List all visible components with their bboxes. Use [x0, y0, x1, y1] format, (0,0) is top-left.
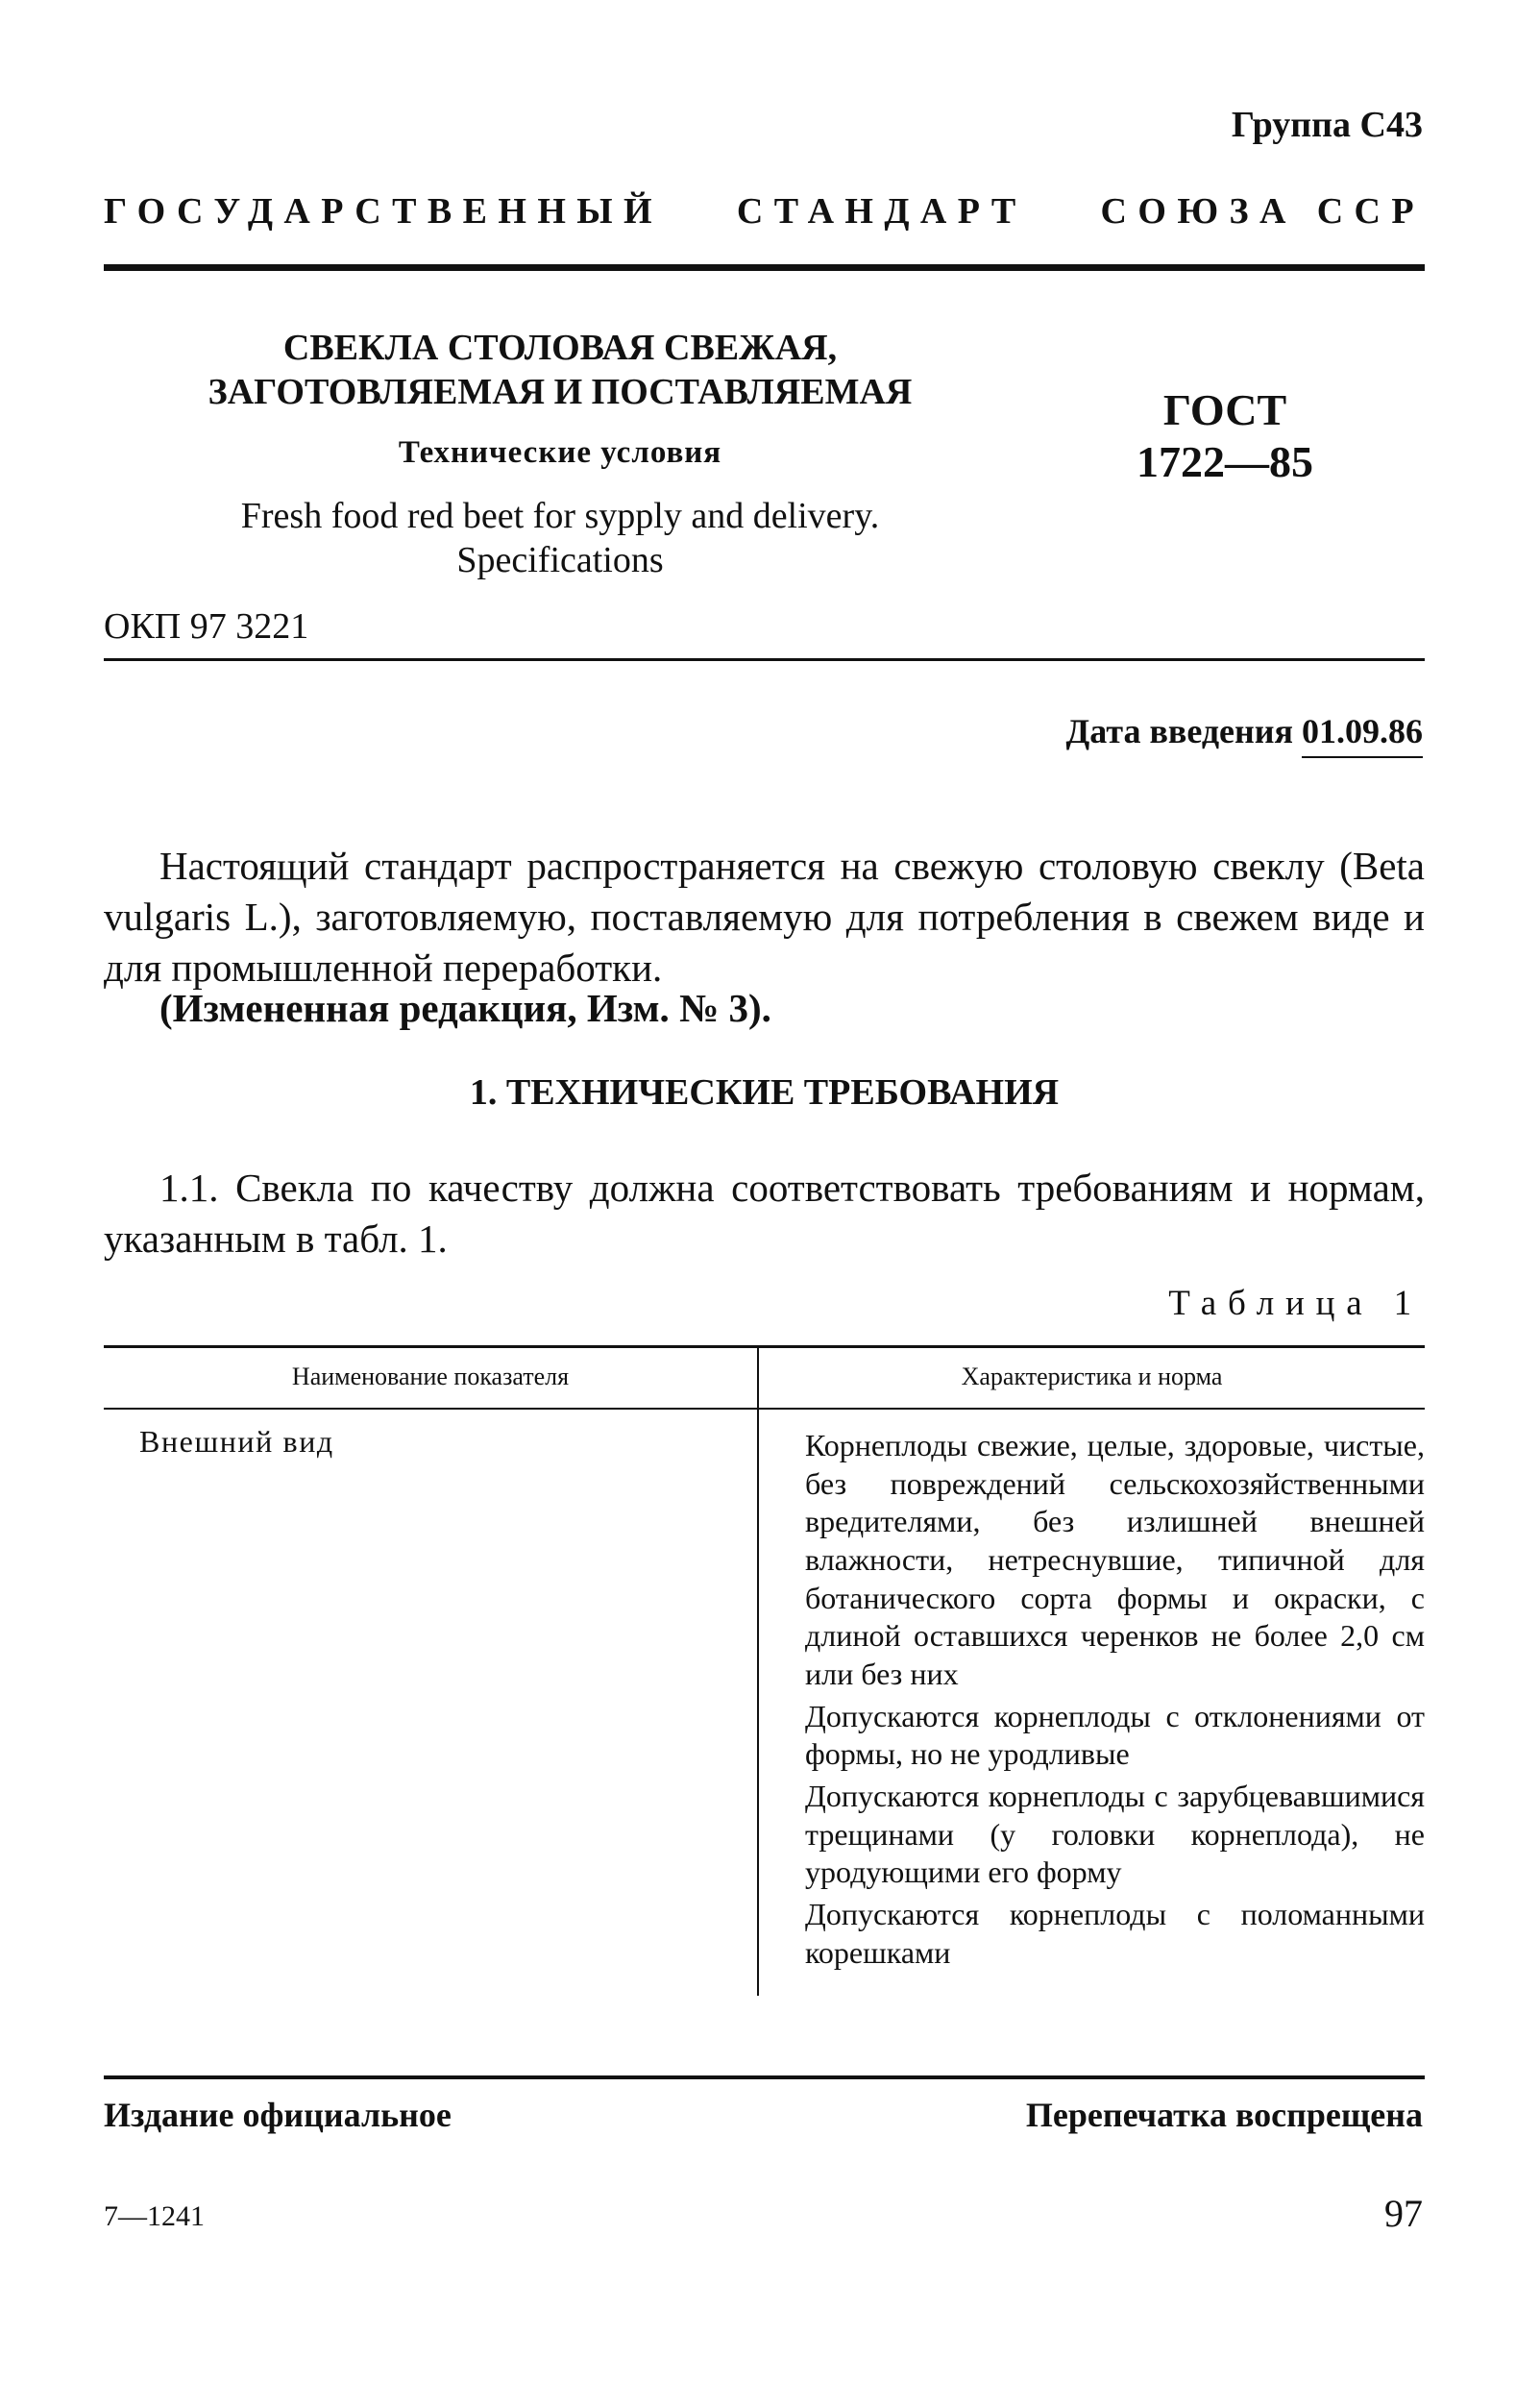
gost-number: 1722—85 — [1137, 436, 1313, 486]
table-caption: Таблица 1 — [1168, 1284, 1423, 1323]
footer-divider — [104, 2075, 1425, 2079]
requirements-paragraph — [104, 1163, 1425, 1265]
table-top-border — [104, 1345, 1425, 1348]
standard-header — [104, 190, 1425, 233]
standard-header-word-1: ГОСУДАРСТВЕННЫЙ — [104, 191, 663, 232]
table-cell-norm — [805, 1427, 1425, 1976]
quality-table — [104, 1345, 1425, 1996]
scope-paragraph-text: Настоящий стандарт распространяется на свежую столовую свеклу (Beta vulgaris L.), заготовляемую, поставляемую для потребления в свежем виде и для промышленной переработки. — [104, 844, 1425, 990]
standard-header-word-3: СОЮЗА ССР — [1100, 191, 1425, 232]
title-subtitle: Технические условия — [398, 435, 722, 471]
scope-paragraph — [104, 841, 1425, 994]
intro-date-label: Дата введения — [1065, 712, 1293, 750]
table-cell-indicator: Внешний вид — [139, 1424, 334, 1459]
section-title: 1. ТЕХНИЧЕСКИЕ ТРЕБОВАНИЯ — [469, 1072, 1060, 1113]
norm-text-2: Допускаются корнеплоды с отклонениями от формы, но не уродливые — [805, 1698, 1425, 1772]
page-number: 97 — [1384, 2192, 1423, 2235]
gost-designation — [1095, 384, 1355, 488]
amendment-note: (Измененная редакция, Изм. № 3). — [159, 986, 771, 1030]
reprint-prohibited-label: Перепечатка воспрещена — [1025, 2096, 1423, 2134]
title-line-1: СВЕКЛА СТОЛОВАЯ СВЕЖАЯ, — [282, 328, 838, 368]
group-label: Группа С43 — [1231, 105, 1423, 145]
norm-text-4: Допускаются корнеплоды с поломанными корешками — [805, 1897, 1425, 1970]
intro-date-value: 01.09.86 — [1302, 712, 1423, 758]
okp-code: ОКП 97 3221 — [104, 606, 309, 647]
table-header-indicator: Наименование показателя — [291, 1363, 570, 1390]
norm-text-1: Корнеплоды свежие, целые, здоровые, чистые, без повреждений сельскохозяйственными вредителями, без излишней внешней влажности, нетреснувшие, типичной для ботанического сорта формы и окраски, с длиной оставшихся черенков не более 2,0 см или без них — [805, 1428, 1425, 1692]
norm-text-3: Допускаются корнеплоды с зарубцевавшимися трещинами (у головки корнеплода), не уродующими его форму — [805, 1779, 1425, 1890]
gost-label: ГОСТ — [1162, 385, 1287, 434]
title-english-line-2: Specifications — [456, 539, 664, 580]
requirements-paragraph-text: 1.1. Свекла по качеству должна соответствовать требованиям и нормам, указанным в табл. 1. — [104, 1166, 1425, 1261]
table-header-border — [104, 1408, 1425, 1410]
table-column-divider — [757, 1345, 759, 1996]
title-block — [104, 327, 1016, 582]
title-divider — [104, 658, 1425, 661]
table-header-norm: Характеристика и норма — [961, 1363, 1223, 1390]
title-line-2: ЗАГОТОВЛЯЕМАЯ И ПОСТАВЛЯЕМАЯ — [208, 371, 913, 412]
official-edition-label: Издание официальное — [104, 2096, 452, 2134]
intro-date — [1066, 711, 1424, 751]
title-english-line-1: Fresh food red beet for sypply and delivery. — [240, 496, 880, 537]
standard-header-word-2: СТАНДАРТ — [736, 191, 1027, 232]
print-code: 7—1241 — [104, 2200, 205, 2232]
header-divider — [104, 264, 1425, 271]
